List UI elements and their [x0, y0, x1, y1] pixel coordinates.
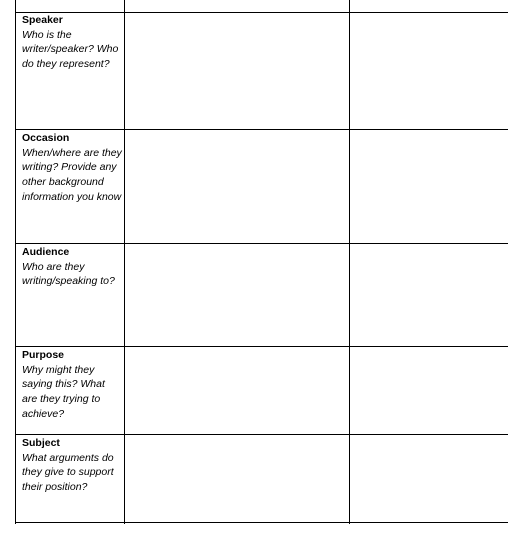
row-prompt: Why might they saying this? What are they trying to achieve? [22, 363, 105, 420]
row-divider-bottom [15, 522, 508, 523]
row-label: Subject [22, 437, 60, 449]
table-column-divider-2 [349, 0, 350, 524]
row-prompt: Who is the writer/speaker? Who do they represent? [22, 28, 119, 71]
row-label: Speaker [22, 14, 63, 26]
row-divider-4 [15, 434, 508, 435]
analysis-table [15, 0, 508, 524]
table-left-border [15, 0, 16, 524]
table-column-divider-1 [124, 0, 125, 524]
row-prompt: When/where are they writing? Provide any other background information you know [22, 146, 122, 203]
row-divider-2 [15, 243, 508, 244]
table-row-audience [22, 245, 122, 289]
row-label: Audience [22, 246, 70, 258]
row-divider-3 [15, 346, 508, 347]
row-label: Occasion [22, 132, 70, 144]
table-row-subject [22, 436, 122, 495]
table-row-occasion [22, 131, 122, 205]
table-row-purpose [22, 348, 122, 422]
row-label: Purpose [22, 349, 65, 361]
table-row-speaker [22, 13, 122, 72]
row-prompt: What arguments do they give to support their position? [22, 451, 114, 494]
row-divider-1 [15, 129, 508, 130]
row-prompt: Who are they writing/speaking to? [22, 260, 115, 288]
